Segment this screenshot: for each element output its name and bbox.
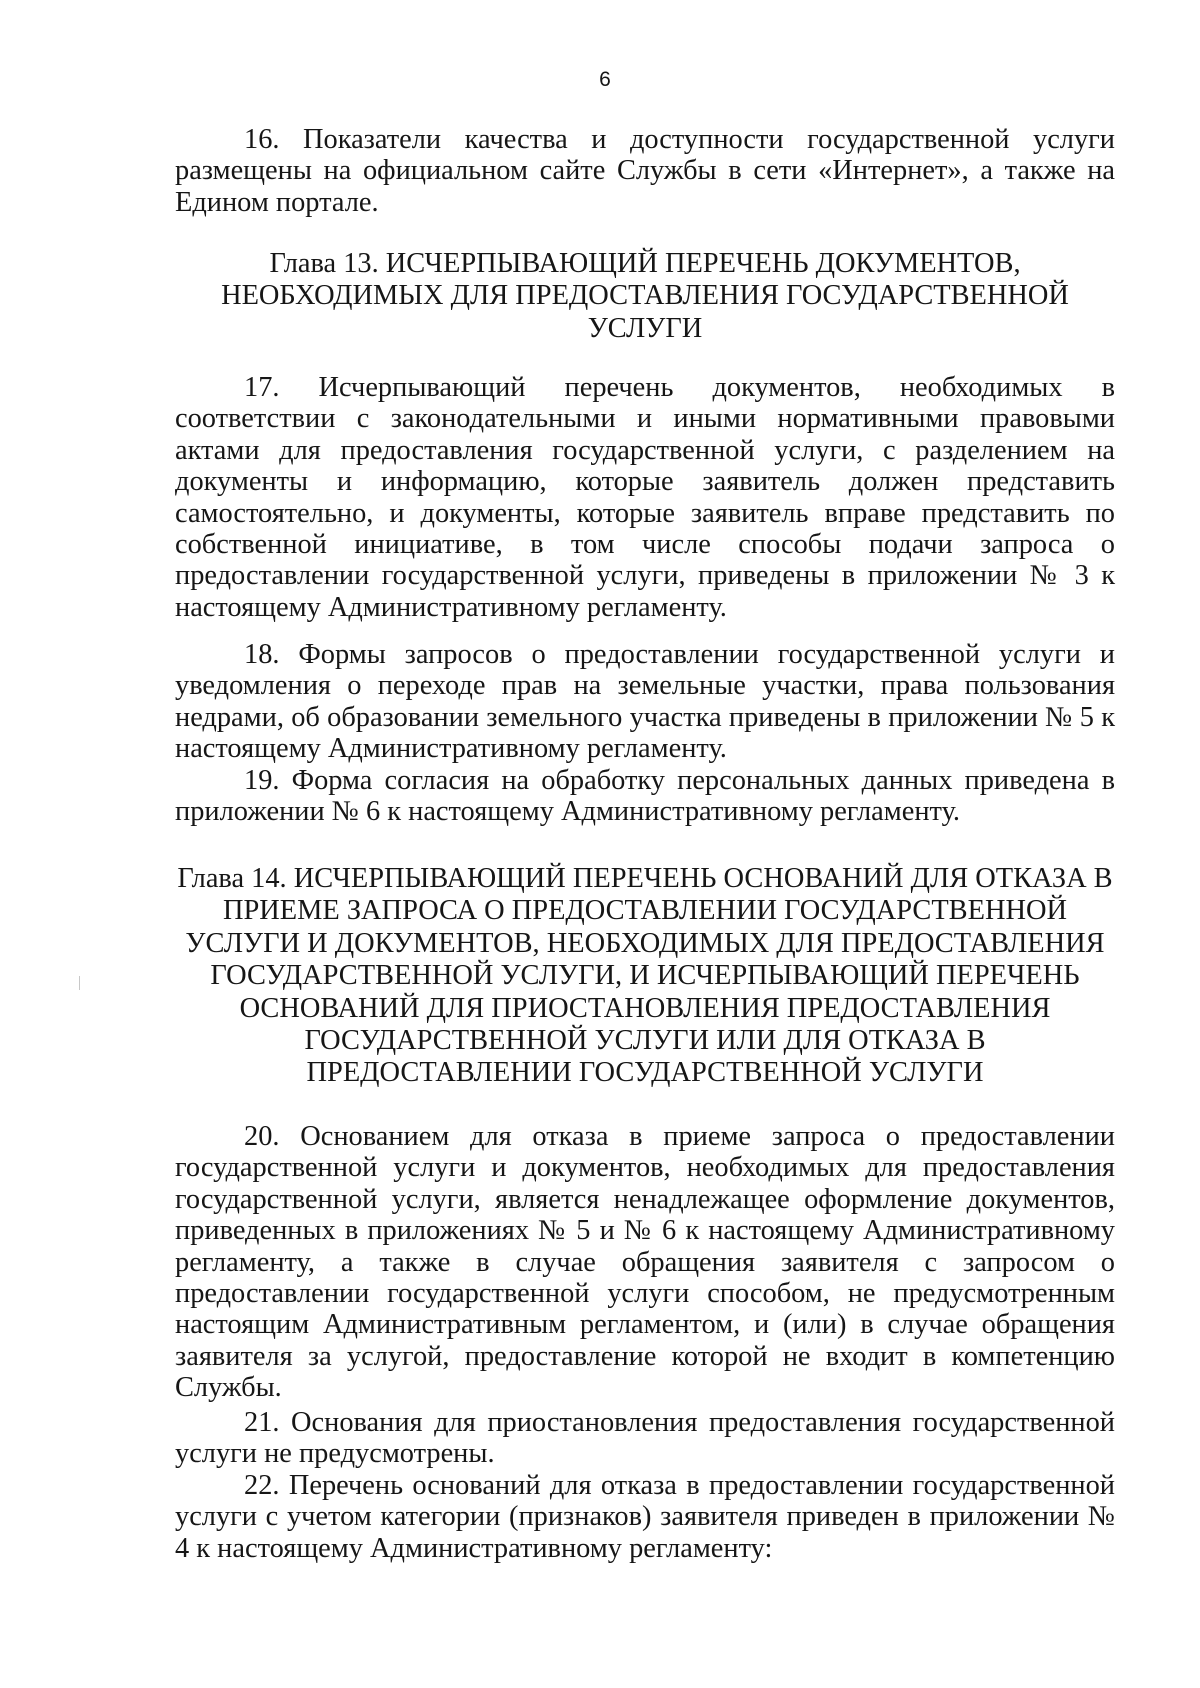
paragraph-19: 19. Форма согласия на обработку персональных данных приведена в приложении № 6 к настоящему Административному регламенту. [175,765,1115,828]
paragraph-22: 22. Перечень оснований для отказа в предоставлении государственной услуги с учетом категории (признаков) заявителя приведен в приложении № 4 к настоящему Административному регламенту: [175,1470,1115,1564]
chapter-14-heading: Глава 14. ИСЧЕРПЫВАЮЩИЙ ПЕРЕЧЕНЬ ОСНОВАНИЙ ДЛЯ ОТКАЗА В ПРИЕМЕ ЗАПРОСА О ПРЕДОСТАВЛЕНИИ ГОСУДАРСТВЕННОЙ УСЛУГИ И ДОКУМЕНТОВ, НЕОБХОДИМЫХ ДЛЯ ПРЕДОСТАВЛЕНИЯ ГОСУДАРСТВЕННОЙ УСЛУГИ, И ИСЧЕРПЫВАЮЩИЙ ПЕРЕЧЕНЬ ОСНОВАНИЙ ДЛЯ ПРИОСТАНОВЛЕНИЯ ПРЕДОСТАВЛЕНИЯ ГОСУДАРСТВЕННОЙ УСЛУГИ ИЛИ ДЛЯ ОТКАЗА В ПРЕДОСТАВЛЕНИИ ГОСУДАРСТВЕННОЙ УСЛУГИ [177,863,1113,1089]
page-number: 6 [599,68,611,91]
paragraph-17: 17. Исчерпывающий перечень документов, необходимых в соответствии с законодательными и иными нормативными правовыми актами для предоставления государственной услуги, с разделением на документы и информацию, которые заявитель должен представить самостоятельно, и документы, которые заявитель вправе представить по собственной инициативе, в том числе способы подачи запроса о предоставлении государственной услуги, приведены в приложении № 3 к настоящему Административному регламенту. [175,372,1115,623]
document-page [175,0,1115,1688]
paragraph-20: 20. Основанием для отказа в приеме запроса о предоставлении государственной услуги и документов, необходимых для предоставления государственной услуги, является ненадлежащее оформление документов, приведенных в приложениях № 5 и № 6 к настоящему Административному регламенту, а также в случае обращения заявителя с запросом о предоставлении государственной услуги способом, не предусмотренным настоящим Административным регламентом, и (или) в случае обращения заявителя за услугой, предоставление которой не входит в компетенцию Службы. [175,1121,1115,1404]
paragraph-16: 16. Показатели качества и доступности государственной услуги размещены на официальном сайте Службы в сети «Интернет», а также на Едином портале. [175,124,1115,218]
chapter-13-heading: Глава 13. ИСЧЕРПЫВАЮЩИЙ ПЕРЕЧЕНЬ ДОКУМЕНТОВ, НЕОБХОДИМЫХ ДЛЯ ПРЕДОСТАВЛЕНИЯ ГОСУДАРСТВЕННОЙ УСЛУГИ [221,248,1069,344]
paragraph-18: 18. Формы запросов о предоставлении государственной услуги и уведомления о переходе прав на земельные участки, права пользования недрами, об образовании земельного участка приведены в приложении № 5 к настоящему Административному регламенту. [175,639,1115,765]
paragraph-21: 21. Основания для приостановления предоставления государственной услуги не предусмотрены. [175,1407,1115,1470]
scan-margin-mark [79,976,80,990]
